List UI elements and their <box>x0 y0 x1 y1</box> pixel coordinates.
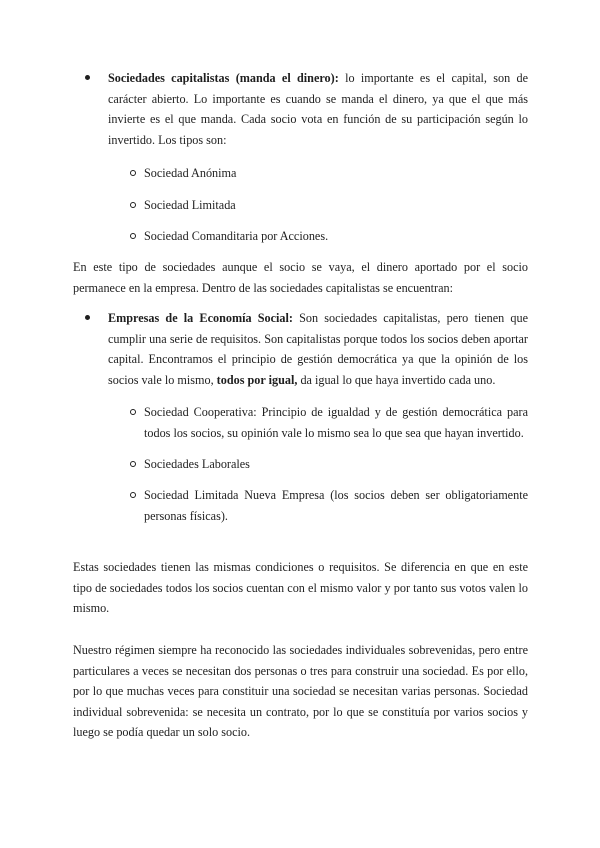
bullet-text <box>108 68 528 150</box>
bullet-body: da igual lo que haya invertido cada uno. <box>297 372 496 387</box>
circle-bullet <box>130 170 136 176</box>
list-item-text: Sociedad Comanditaria por Acciones. <box>144 229 329 243</box>
list-item-text: Sociedades Laborales <box>144 457 250 471</box>
list-item-text: Sociedad Limitada Nueva Empresa (los socios deben ser obligatoriamente personas físicas). <box>144 488 528 523</box>
bullet-heading: Empresas de la Economía Social: <box>108 311 293 325</box>
paragraph: En este tipo de sociedades aunque el socio se vaya, el dinero aportado por el socio permanece en la empresa. Dentro de las sociedades capitalistas se encuentran: <box>73 260 528 295</box>
list-item <box>130 226 528 247</box>
list-item-text: Sociedad Cooperativa: Principio de igualdad y de gestión democrática para todos los socios, su opinión vale lo mismo sea lo que sea que hayan invertido. <box>144 405 528 440</box>
bullet-dot <box>85 315 90 320</box>
bullet-emphasis: todos por igual, <box>216 372 298 387</box>
bullet-heading: Sociedades capitalistas (manda el dinero): <box>108 71 339 85</box>
circle-bullet <box>130 492 136 498</box>
list-item-text: Sociedad Anónima <box>144 166 237 180</box>
paragraph: Estas sociedades tienen las mismas condiciones o requisitos. Se diferencia en que en este tipo de sociedades todos los socios cuentan con el mismo valor y por tanto sus votos valen lo mismo. <box>73 560 528 615</box>
list-item <box>130 195 528 216</box>
bullet-economia-social <box>94 308 528 390</box>
bullet-body: Son sociedades capitalistas, pero tienen que cumplir una serie de requisitos. Son capitalistas porque todos los socios deben aportar capital. Encontramos el principio de gestión democrática ya que la opinión de los socios vale lo mismo, <box>108 311 528 387</box>
bullet-body: lo importante es el capital, son de carácter abierto. Lo importante es cuando se manda el dinero, ya que el que más invierte es el que manda. Cada socio vota en función de su participación según lo invertido. Los tipos son: <box>108 71 528 147</box>
list-item <box>130 163 528 184</box>
bullet-dot <box>85 75 90 80</box>
paragraph: Nuestro régimen siempre ha reconocido las sociedades individuales sobrevenidas, pero entre particulares a veces se necesitan dos personas o tres para construir una sociedad. Es por ello, por lo que muchas veces para constituir una sociedad se necesitan varias personas. Sociedad individual sobrevenida: se necesita un contrato, por lo que se constituía por varios socios y luego se podía quedar un solo socio. <box>73 643 528 739</box>
list-item <box>130 402 528 443</box>
circle-bullet <box>130 202 136 208</box>
list-item-text: Sociedad Limitada <box>144 198 236 212</box>
bullet-text <box>108 308 528 390</box>
circle-bullet <box>130 461 136 467</box>
circle-bullet <box>130 233 136 239</box>
list-item <box>130 485 528 526</box>
list-item <box>130 454 528 475</box>
bullet-sociedades-capitalistas <box>94 68 528 150</box>
circle-bullet <box>130 409 136 415</box>
